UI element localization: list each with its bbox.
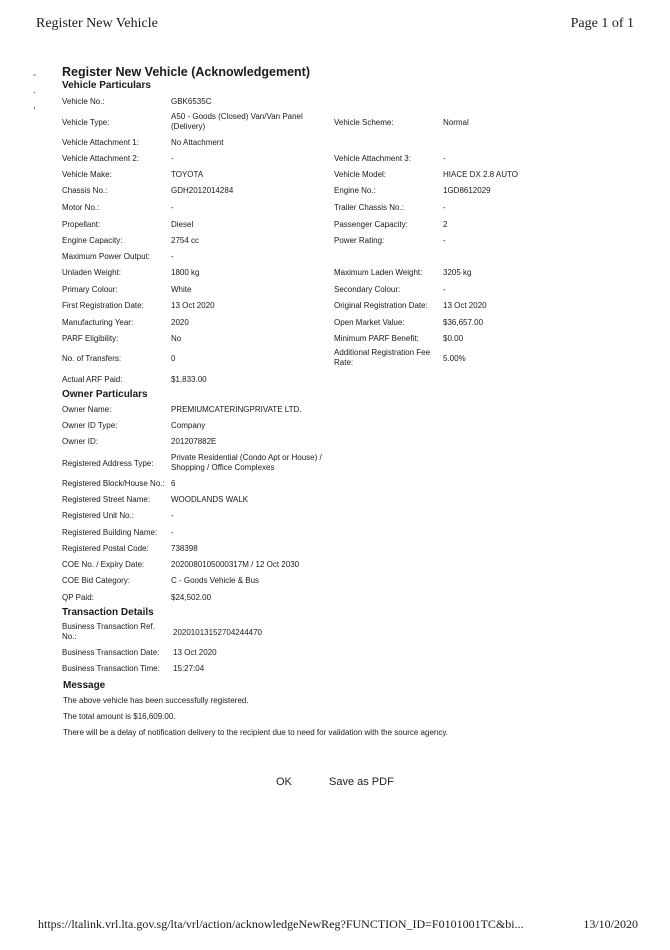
field-label: Owner ID Type: (62, 421, 118, 430)
field-label: Maximum Power Output: (62, 252, 151, 261)
section-vehicle-particulars: Vehicle Particulars (62, 80, 151, 91)
field-label: Vehicle Scheme: (334, 118, 394, 127)
building-value: - (171, 528, 174, 537)
first-reg-value: 13 Oct 2020 (171, 301, 215, 310)
attachment3-value: - (443, 154, 446, 163)
engine-capacity-value: 2754 cc (171, 236, 200, 245)
field-label: Power Rating: (334, 236, 385, 245)
vehicle-scheme-value: Normal (443, 118, 469, 127)
field-label: Business Transaction Date: (62, 648, 160, 657)
field-label: Secondary Colour: (334, 285, 401, 294)
field-label: Vehicle Make: (62, 170, 112, 179)
field-label: Business Transaction Time: (62, 664, 160, 673)
field-label: PARF Eligibility: (62, 334, 119, 343)
unladen-value: 1800 kg (171, 268, 200, 277)
print-footer-url: https://ltalink.vrl.lta.gov.sg/lta/vrl/action/acknowledgeNewReg?FUNCTION_ID=F0101001TC&bi... (38, 917, 524, 931)
field-label: Original Registration Date: (334, 301, 428, 310)
field-label: Maximum Laden Weight: (334, 268, 423, 277)
passenger-value: 2 (443, 220, 448, 229)
field-label: Registered Postal Code: (62, 544, 149, 553)
field-label: Primary Colour: (62, 285, 118, 294)
omv-value: $36,657.00 (443, 318, 484, 327)
attachment1-value: No Attachment (171, 138, 224, 147)
transaction-time-value: 15:27:04 (173, 664, 205, 673)
section-transaction-details: Transaction Details (62, 607, 154, 618)
primary-colour-value: White (171, 285, 192, 294)
margin-mark: , (33, 100, 36, 111)
print-footer-date: 13/10/2020 (583, 917, 638, 931)
secondary-colour-value: - (443, 285, 446, 294)
arf-rate-value: 5.00% (443, 354, 466, 363)
message-line: The total amount is $16,609.00. (63, 712, 176, 721)
margin-mark: . (33, 85, 36, 96)
field-label: Minimum PARF Benefit: (334, 334, 419, 343)
field-label: COE No. / Expiry Date: (62, 560, 145, 569)
trailer-value: - (443, 203, 446, 212)
section-message: Message (63, 680, 106, 691)
arf-paid-value: $1,833.00 (171, 375, 207, 384)
max-power-value: - (171, 252, 174, 261)
field-label: Registered Address Type: (62, 459, 154, 468)
field-label: Registered Building Name: (62, 528, 158, 537)
parf-elig-value: No (171, 334, 182, 343)
field-label: Open Market Value: (334, 318, 405, 327)
engine-no-value: 1GD8612029 (443, 186, 491, 195)
transaction-date-value: 13 Oct 2020 (173, 648, 217, 657)
orig-reg-value: 13 Oct 2020 (443, 301, 487, 310)
address-type-value: Private Residential (Condo Apt or House) / Shopping / Office Complexes (171, 453, 322, 472)
power-rating-value: - (443, 236, 446, 245)
propellant-value: Diesel (171, 220, 194, 229)
field-label: Vehicle Model: (334, 170, 387, 179)
save-as-pdf-button[interactable]: Save as PDF (329, 776, 394, 788)
make-value: TOYOTA (171, 170, 204, 179)
transfers-value: 0 (171, 354, 176, 363)
coe-category-value: C - Goods Vehicle & Bus (171, 576, 260, 585)
message-line: The above vehicle has been successfully registered. (63, 696, 249, 705)
field-label: Chassis No.: (62, 186, 108, 195)
model-value: HIACE DX 2.8 AUTO (443, 170, 518, 179)
qp-value: $24,502.00 (171, 593, 212, 602)
field-label: Registered Street Name: (62, 495, 151, 504)
mfg-year-value: 2020 (171, 318, 189, 327)
document-title: Register New Vehicle (Acknowledgement) (62, 65, 310, 79)
field-label: No. of Transfers: (62, 354, 122, 363)
chassis-value: GDH2012014284 (171, 186, 234, 195)
field-label: Vehicle No.: (62, 97, 105, 106)
transaction-ref-value: 20201013152704244470 (173, 628, 262, 637)
field-label: Registered Block/House No.: (62, 479, 165, 488)
print-header-title: Register New Vehicle (36, 16, 158, 31)
section-owner-particulars: Owner Particulars (62, 389, 148, 400)
field-label: Engine Capacity: (62, 236, 123, 245)
laden-value: 3205 kg (443, 268, 472, 277)
owner-name-value: PREMIUMCATERINGPRIVATE LTD. (171, 405, 302, 414)
field-label: Manufacturing Year: (62, 318, 134, 327)
field-label: COE Bid Category: (62, 576, 131, 585)
field-label: Propellant: (62, 220, 101, 229)
vehicle-type-value: A50 - Goods (Closed) Van/Van Panel (Delivery) (171, 112, 303, 131)
field-label: Owner ID: (62, 437, 99, 446)
field-label: Unladen Weight: (62, 268, 121, 277)
attachment2-value: - (171, 154, 174, 163)
ok-button[interactable]: OK (276, 776, 292, 788)
coe-value: 2020080105000317M / 12 Oct 2030 (171, 560, 300, 569)
field-label: Motor No.: (62, 203, 100, 212)
field-label: Actual ARF Paid: (62, 375, 123, 384)
owner-id-type-value: Company (171, 421, 206, 430)
field-label: QP Paid: (62, 593, 94, 602)
motor-value: - (171, 203, 174, 212)
field-label: Vehicle Type: (62, 118, 110, 127)
field-label: Engine No.: (334, 186, 376, 195)
block-value: 6 (171, 479, 176, 488)
postal-value: 738398 (171, 544, 198, 553)
margin-mark: - (33, 70, 37, 81)
vehicle-no-value: GBK6535C (171, 97, 212, 106)
unit-value: - (171, 511, 174, 520)
message-line: There will be a delay of notification delivery to the recipient due to need for validation with the source agency. (63, 728, 448, 737)
parf-benefit-value: $0.00 (443, 334, 464, 343)
street-value: WOODLANDS WALK (171, 495, 249, 504)
field-label: Trailer Chassis No.: (334, 203, 404, 212)
field-label: Vehicle Attachment 1: (62, 138, 139, 147)
field-label: Business Transaction Ref. No.: (62, 622, 155, 641)
field-label: Registered Unit No.: (62, 511, 135, 520)
field-label: Vehicle Attachment 2: (62, 154, 139, 163)
field-label: Owner Name: (62, 405, 112, 414)
field-label: Passenger Capacity: (334, 220, 408, 229)
owner-id-value: 201207882E (171, 437, 217, 446)
field-label: Vehicle Attachment 3: (334, 154, 411, 163)
field-label: First Registration Date: (62, 301, 144, 310)
print-page-number: Page 1 of 1 (570, 16, 634, 31)
field-label: Additional Registration Fee Rate: (334, 348, 431, 367)
